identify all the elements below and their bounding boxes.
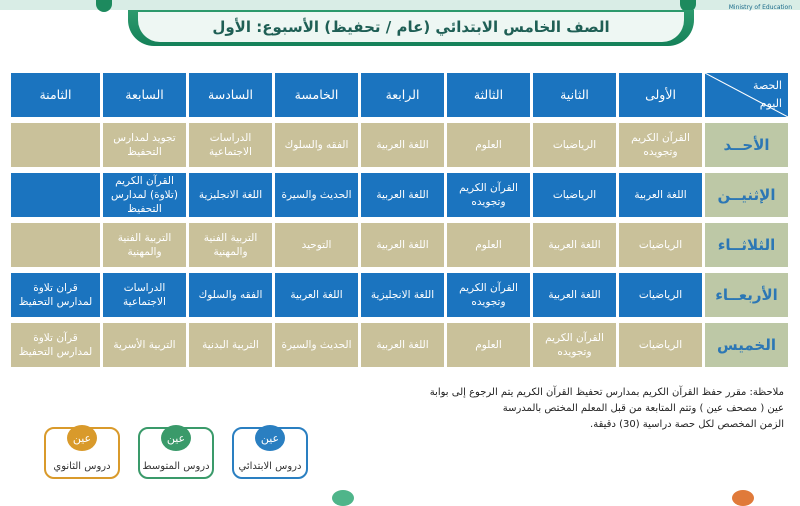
schedule-cell: الرياضيات (619, 273, 702, 317)
day-label: الإثنيــن (705, 173, 788, 217)
schedule-cell: الرياضيات (533, 173, 616, 217)
day-label: الأحــد (705, 123, 788, 167)
schedule-cell: الدراسات الاجتماعية (189, 123, 272, 167)
day-label: الخميس (705, 323, 788, 367)
schedule-cell: التربية البدنية (189, 323, 272, 367)
badge-label: دروس المتوسط (142, 461, 210, 472)
schedule-cell: اللغة العربية (361, 173, 444, 217)
schedule-cell: الرياضيات (619, 323, 702, 367)
schedule-cell: قرآن تلاوة لمدارس التحفيظ (11, 323, 100, 367)
period-header-2: الثانية (533, 73, 616, 117)
schedule-cell: الحديث والسيرة (275, 173, 358, 217)
schedule-cell: اللغة العربية (533, 273, 616, 317)
schedule-cell: العلوم (447, 323, 530, 367)
schedule-cell: الفقه والسلوك (275, 123, 358, 167)
schedule-cell: الرياضيات (533, 123, 616, 167)
schedule-cell: الرياضيات (619, 223, 702, 267)
decorative-dot-left (96, 0, 112, 12)
badge-primary[interactable] (232, 427, 308, 479)
title-box (138, 12, 684, 42)
schedule-table (11, 73, 791, 367)
schedule-cell: اللغة العربية (533, 223, 616, 267)
bottom-right-icon (732, 490, 754, 506)
badge-intermediate[interactable] (138, 427, 214, 479)
schedule-cell (11, 173, 100, 217)
schedule-cell: التربية الفنية والمهنية (103, 223, 186, 267)
schedule-cell: الفقه والسلوك (189, 273, 272, 317)
ein-logo-icon: عين (255, 425, 285, 451)
schedule-cell: اللغة العربية (361, 323, 444, 367)
schedule-cell: اللغة العربية (361, 223, 444, 267)
schedule-cell (11, 123, 100, 167)
ein-logo-icon: عين (67, 425, 97, 451)
schedule-cell: قران تلاوة لمدارس التحفيظ (11, 273, 100, 317)
schedule-cell: القرآن الكريم وتجويده (533, 323, 616, 367)
day-label: الثلاثــاء (705, 223, 788, 267)
badge-label: دروس الابتدائي (238, 461, 302, 472)
period-header-3: الثالثة (447, 73, 530, 117)
day-label: الأربعــاء (705, 273, 788, 317)
period-header-4: الرابعة (361, 73, 444, 117)
period-header-8: الثامنة (11, 73, 100, 117)
note (364, 385, 784, 433)
corner-period-label: الحصة (753, 79, 782, 92)
page-title: الصف الخامس الابتدائي (عام / تحفيظ) الأسبوع: الأول (212, 18, 610, 36)
corner-day-label: اليوم (759, 97, 782, 111)
badge-secondary[interactable] (44, 427, 120, 479)
corner-header (705, 73, 788, 117)
schedule-cell: القرآن الكريم (تلاوة) لمدارس التحفيظ (103, 173, 186, 217)
schedule-cell: اللغة الانجليزية (189, 173, 272, 217)
schedule-cell: القرآن الكريم وتجويده (619, 123, 702, 167)
schedule-cell: القرآن الكريم وتجويده (447, 173, 530, 217)
note-line-1: ملاحظة: مقرر حفظ القرآن الكريم بمدارس تحفيظ القرآن الكريم يتم الرجوع إلى بوابة (429, 387, 784, 398)
period-header-1: الأولى (619, 73, 702, 117)
schedule-cell (11, 223, 100, 267)
schedule-cell: العلوم (447, 223, 530, 267)
schedule-cell: التربية الفنية والمهنية (189, 223, 272, 267)
schedule-cell: الدراسات الاجتماعية (103, 273, 186, 317)
period-header-6: السادسة (189, 73, 272, 117)
schedule-cell: اللغة العربية (275, 273, 358, 317)
schedule-cell: اللغة الانجليزية (361, 273, 444, 317)
schedule-cell: اللغة العربية (619, 173, 702, 217)
schedule-cell: التوحيد (275, 223, 358, 267)
ein-logo-icon: عين (161, 425, 191, 451)
ministry-logo-text: Ministry of Education (728, 4, 792, 11)
schedule-cell: اللغة العربية (361, 123, 444, 167)
schedule-cell: الحديث والسيرة (275, 323, 358, 367)
badge-label: دروس الثانوي (53, 461, 111, 472)
schedule-cell: تجويد لمدارس التحفيظ (103, 123, 186, 167)
period-header-7: السابعة (103, 73, 186, 117)
bottom-left-icon (332, 490, 354, 506)
period-header-5: الخامسة (275, 73, 358, 117)
schedule-cell: التربية الأسرية (103, 323, 186, 367)
note-line-3: الزمن المخصص لكل حصة دراسية (30) دقيقة. (590, 419, 784, 430)
note-line-2: عين ( مصحف عين ) وتتم المتابعة من قبل المعلم المختص بالمدرسة (502, 403, 784, 414)
schedule-cell: القرآن الكريم وتجويده (447, 273, 530, 317)
schedule-cell: العلوم (447, 123, 530, 167)
